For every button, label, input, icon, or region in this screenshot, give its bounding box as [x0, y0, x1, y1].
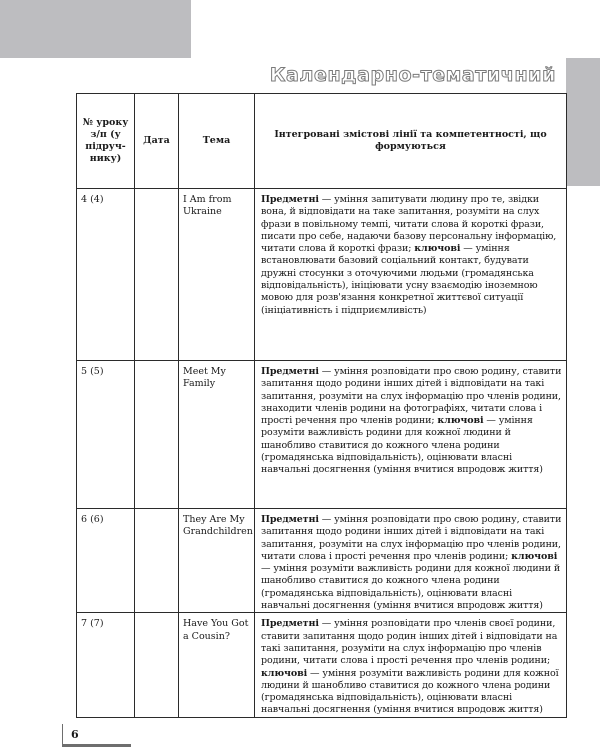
lesson-date: [135, 509, 179, 613]
competence-text: — уміння встановлювати базовий соціальний контакт, будувати дружні стосунки з оточуючими людьми (громадянська відповідальність), ініціювати усну взаємодію іноземною мовою для розв'язання конкретної життєвої ситуації (ініціативність і підприємливість): [261, 243, 538, 316]
lesson-date: [135, 613, 179, 717]
lesson-competences: [255, 509, 567, 613]
header-lesson-number: № уроку з/п (у підруч- нику): [77, 94, 135, 189]
competence-label: ключові: [437, 415, 484, 427]
competence-text: — уміння розуміти важливість родини для кожної людини й шанобливо ставитися до кожного члена родини (громадянська відповідальність), оцінювати власні навчальні досягнення (уміння вчитися впродовж життя): [261, 667, 559, 716]
competence-label: ключові: [414, 243, 461, 255]
table-header-row: [77, 94, 567, 189]
lesson-topic: Meet My Family: [179, 361, 255, 509]
competence-label: Предметні: [261, 194, 319, 205]
lesson-topic: They Are My Grandchildren: [179, 509, 255, 613]
table-row: [77, 509, 567, 613]
competence-label: ключові: [261, 667, 308, 679]
header-topic: Тема: [179, 94, 255, 189]
competence-label: Предметні: [261, 366, 319, 377]
lesson-number: 6 (6): [77, 509, 135, 613]
lesson-competences: [255, 361, 567, 509]
lesson-number: 7 (7): [77, 613, 135, 717]
competence-text: — уміння розповідати про свою родину, ставити запитання щодо родини інших дітей і відповідати на такі запитання, розуміти на слух інформацію про членів родини, знаходити членів родини на фотографіях, читати слова і прості речення про членів родини;: [261, 366, 562, 427]
table-row: [77, 361, 567, 509]
table-row: [77, 189, 567, 361]
competence-text: — уміння запитувати людину про те, звідки вона, й відповідати на таке запитання, розуміти на слух фрази в повільному темпі, читати слова й короткі фрази, писати про себе, надаючи базову персональну інформацію, читати слова й короткі фрази;: [261, 194, 557, 255]
header-competences: Інтегровані змістові лінії та компетентності, що формуються: [255, 94, 567, 189]
page-number: 6: [71, 728, 79, 741]
competence-text: — уміння розуміти важливість родини для кожної людини й шанобливо ставитися до кожного члена родини (громадянська відповідальність), оцінювати власні навчальні досягнення (уміння вчитися впродовж життя): [261, 563, 561, 612]
header-date: Дата: [135, 94, 179, 189]
header-gray-band: [0, 0, 191, 58]
lesson-number: 4 (4): [77, 189, 135, 361]
lesson-date: [135, 361, 179, 509]
competence-text: — уміння розповідати про членів своєї родини, ставити запитання щодо родин інших дітей і відповідати на такі запитання, розуміти на слух інформацію про членів родини, читати слова і прості речення про членів родини;: [261, 618, 558, 667]
competence-text: — уміння розповідати про свою родину, ставити запитання щодо родини інших дітей і відповідати на такі запитання, розуміти на слух інформацію про членів родини, читати слова і прості речення про членів родини;: [261, 514, 562, 562]
lesson-topic: I Am from Ukraine: [179, 189, 255, 361]
lesson-competences: [255, 189, 567, 361]
lesson-topic: Have You Got a Cousin?: [179, 613, 255, 717]
page-title: Календарно-тематичний: [269, 64, 556, 86]
competence-label: Предметні: [261, 514, 319, 525]
side-gray-tab: [566, 58, 600, 186]
lesson-plan-table: [76, 93, 567, 718]
lesson-number: 5 (5): [77, 361, 135, 509]
competence-text: — уміння розуміти важливість родини для кожної людини й шанобливо ставитися до кожного члена родини (громадянська відповідальність), оцінювати власні навчальні досягнення (уміння вчитися впродовж життя): [261, 415, 543, 476]
lesson-date: [135, 189, 179, 361]
competence-label: Предметні: [261, 618, 319, 630]
table-row: [77, 613, 567, 717]
lesson-competences: [255, 613, 567, 717]
competence-label: ключові: [511, 550, 558, 562]
